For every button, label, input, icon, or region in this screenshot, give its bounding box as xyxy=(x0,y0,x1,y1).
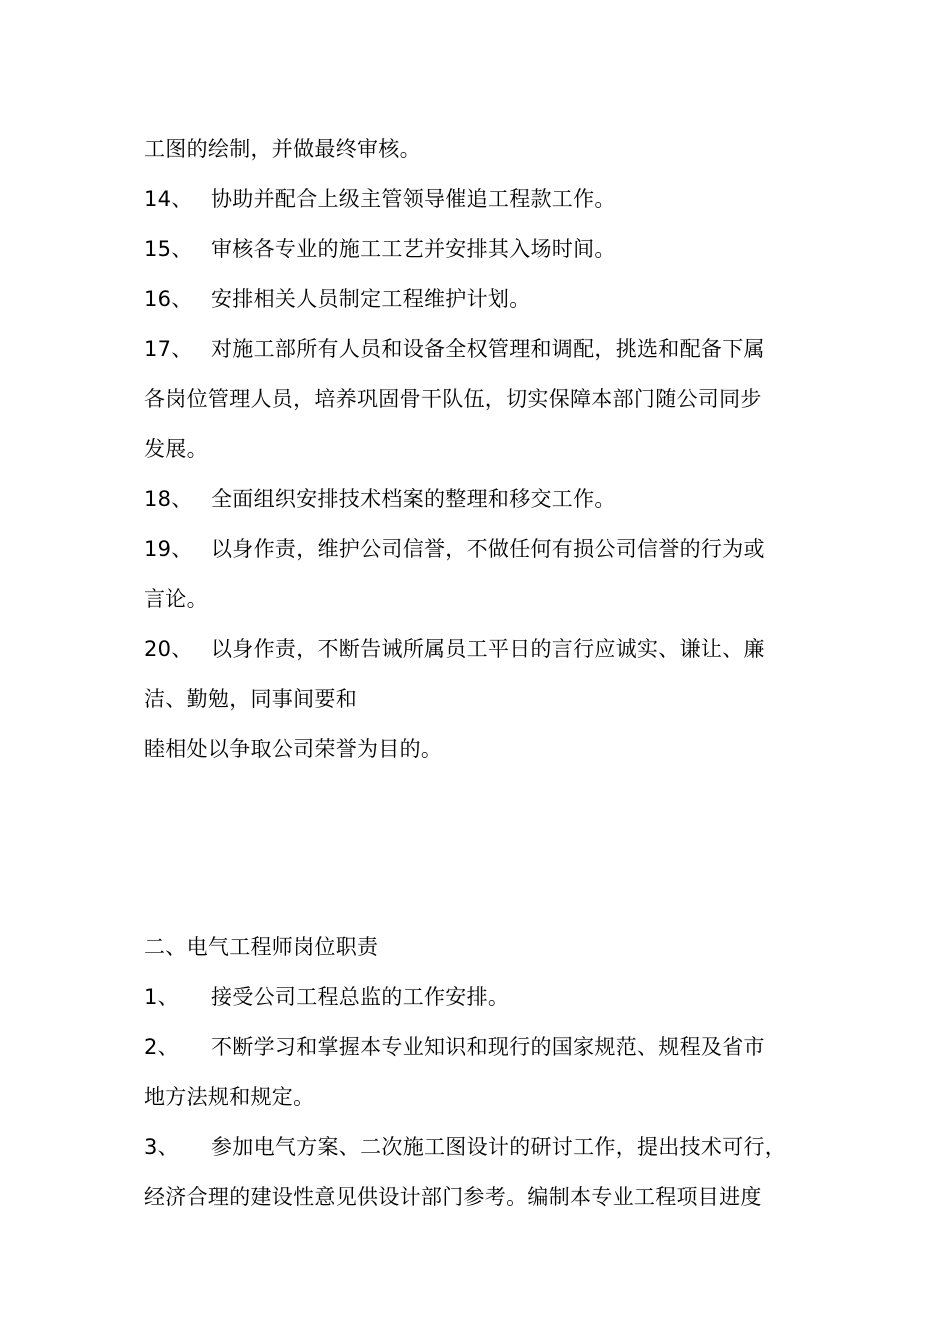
item-text: 对施工部所有人员和设备全权管理和调配，挑选和配备下属 xyxy=(211,337,765,361)
list-item-15 xyxy=(144,234,616,264)
item-text: 接受公司工程总监的工作安排。 xyxy=(211,985,510,1009)
item-number: 15、 xyxy=(144,237,193,261)
item-text: 不断学习和掌握本专业知识和现行的国家规范、规程及省市 xyxy=(211,1035,765,1059)
item-text: 安排相关人员制定工程维护计划。 xyxy=(211,287,531,311)
item-number: 17、 xyxy=(144,337,193,361)
item-number: 18、 xyxy=(144,487,193,511)
list-item-14 xyxy=(144,184,616,214)
item-continuation: 经济合理的建设性意见供设计部门参考。编制本专业工程项目进度 xyxy=(144,1185,762,1209)
item-text: 全面组织安排技术档案的整理和移交工作。 xyxy=(211,487,616,511)
item-text: 参加电气方案、二次施工图设计的研讨工作，提出技术可行， xyxy=(211,1135,787,1159)
item-number: 1、 xyxy=(144,985,179,1009)
item-continuation: 发展。 xyxy=(144,437,208,461)
list-item-2 xyxy=(144,1032,765,1062)
list-item-20 xyxy=(144,634,765,664)
item-number: 2、 xyxy=(144,1035,179,1059)
item-continuation: 言论。 xyxy=(144,587,208,611)
list-item-18 xyxy=(144,484,616,514)
item-text: 审核各专业的施工工艺并安排其入场时间。 xyxy=(211,237,616,261)
item-text: 以身作责，维护公司信誉，不做任何有损公司信誉的行为或 xyxy=(211,537,765,561)
list-item-3 xyxy=(144,1132,786,1162)
item-number: 16、 xyxy=(144,287,193,311)
list-item-19 xyxy=(144,534,765,564)
item-number: 20、 xyxy=(144,637,193,661)
item-continuation: 睦相处以争取公司荣誉为目的。 xyxy=(144,737,443,761)
item-continuation: 洁、勤勉，同事间要和 xyxy=(144,687,357,711)
item-number: 3、 xyxy=(144,1135,179,1159)
item-text: 以身作责，不断告诫所属员工平日的言行应诚实、谦让、廉 xyxy=(211,637,765,661)
item-continuation: 各岗位管理人员，培养巩固骨干队伍，切实保障本部门随公司同步 xyxy=(144,387,762,411)
item-number: 19、 xyxy=(144,537,193,561)
section-heading: 二、电气工程师岗位职责 xyxy=(144,935,379,959)
list-item-1 xyxy=(144,982,509,1012)
item-continuation: 地方法规和规定。 xyxy=(144,1085,315,1109)
item-text: 协助并配合上级主管领导催追工程款工作。 xyxy=(211,187,616,211)
continuation-line: 工图的绘制，并做最终审核。 xyxy=(144,137,421,161)
item-number: 14、 xyxy=(144,187,193,211)
list-item-17 xyxy=(144,334,765,364)
list-item-16 xyxy=(144,284,531,314)
